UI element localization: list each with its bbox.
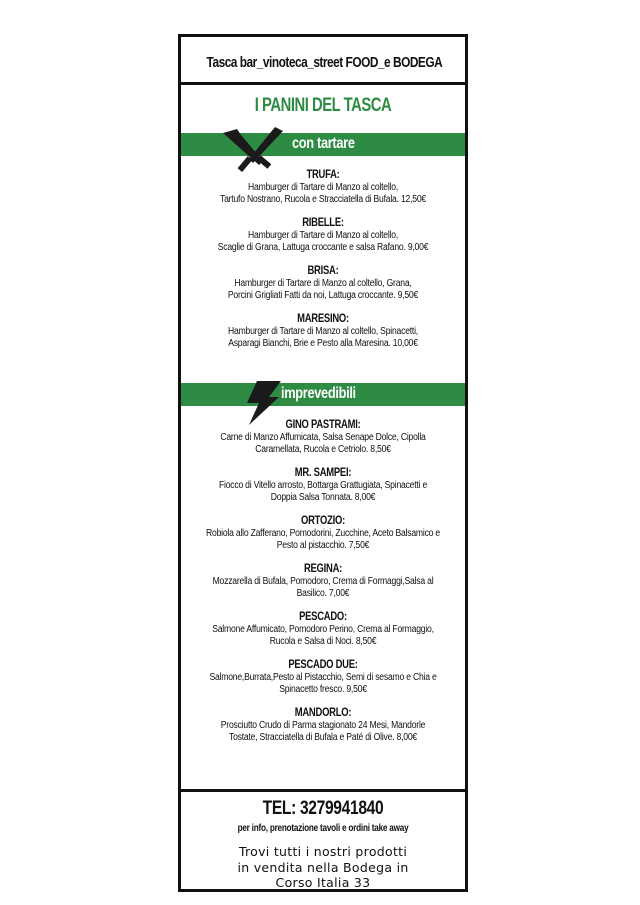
item-name: PESCADO:: [299, 611, 347, 623]
item-name: MARESINO:: [297, 313, 349, 325]
item-desc-line: Scaglie di Grana, Lattuga croccante e salsa Rafano. 9,00€: [217, 242, 429, 253]
menu-item: [181, 217, 465, 254]
item-name: PESCADO DUE:: [288, 659, 358, 671]
item-desc-line: Pesto al pistacchio. 7,50€: [276, 540, 370, 551]
menu-item: [181, 313, 465, 350]
item-name: RIBELLE:: [302, 217, 344, 229]
item-name: ORTOZIO:: [301, 515, 345, 527]
item-desc-line: Salmone Affumicato, Pomodoro Perino, Crema al Formaggio,: [212, 624, 434, 635]
item-desc-line: Porcini Grigliati Fatti da noi, Lattuga croccante. 9,50€: [227, 290, 419, 301]
item-name: BRISA:: [307, 265, 339, 277]
item-desc-line: Basilico. 7,00€: [296, 588, 350, 599]
item-desc-line: Asparagi Bianchi, Brie e Pesto alla Maresina. 10,00€: [228, 338, 418, 349]
items-tartare: [181, 169, 465, 350]
item-desc-line: Prosciutto Crudo di Parma stagionato 24 Mesi, Mandorle: [220, 720, 426, 731]
item-desc-line: Mozzarella di Bufala, Pomodoro, Crema di Formaggi,Salsa al: [212, 576, 434, 587]
bodega-note: [181, 844, 465, 891]
item-desc-line: Hamburger di Tartare di Manzo al coltello, Grana,: [234, 278, 412, 289]
menu-item: [181, 659, 465, 696]
bodega-line: in vendita nella Bodega in: [237, 859, 409, 875]
bodega-line: Trovi tutti i nostri prodotti: [238, 844, 408, 859]
item-name: REGINA:: [303, 563, 343, 575]
item-name: GINO PASTRAMI:: [285, 419, 361, 431]
section-band-imprevedibili: [181, 383, 465, 406]
menu-item: [181, 611, 465, 648]
item-desc-line: Doppia Salsa Tonnata. 8,00€: [270, 492, 376, 503]
item-name: TRUFA:: [306, 169, 340, 181]
crossed-knives-icon: [219, 127, 287, 175]
item-desc-line: Spinacetto fresco. 9,50€: [279, 684, 367, 695]
item-desc-line: Hamburger di Tartare di Manzo al coltello, Spinacetti,: [228, 326, 418, 337]
menu-item: [181, 707, 465, 744]
item-desc-line: Hamburger di Tartare di Manzo al coltello,: [248, 182, 398, 193]
item-desc-line: Fiocco di Vitello arrosto, Bottarga Grattugiata, Spinacetti e: [218, 480, 428, 491]
items-imprevedibili: [181, 419, 465, 744]
bodega-line: Corso Italia 33: [275, 875, 371, 890]
menu-title: I PANINI DEL TASCA: [254, 95, 392, 116]
footer-divider: [181, 789, 465, 792]
menu-item: [181, 467, 465, 504]
menu-item: [181, 419, 465, 456]
menu-item: [181, 515, 465, 552]
item-desc-line: Tostate, Stracciatella di Bufala e Paté di Olive. 8,00€: [228, 732, 417, 743]
item-desc-line: Hamburger di Tartare di Manzo al coltello,: [248, 230, 398, 241]
phone-number: TEL: 3279941840: [262, 798, 384, 819]
item-desc-line: Carne di Manzo Affumicata, Salsa Senape Dolce, Cipolla: [220, 432, 426, 443]
item-name: MR. SAMPEI:: [294, 467, 352, 479]
venue-title: Tasca bar_vinoteca_street FOOD_e BODEGA: [206, 55, 443, 71]
item-desc-line: Salmone,Burrata,Pesto al Pistacchio, Semi di sesamo e Chia e: [209, 672, 437, 683]
item-desc-line: Rucola e Salsa di Noci. 8,50€: [269, 636, 377, 647]
menu-card: [178, 34, 468, 892]
contact-info: per info, prenotazione tavoli e ordini take away: [237, 822, 409, 834]
item-desc-line: Caramellata, Rucola e Cetriolo. 8,50€: [255, 444, 391, 455]
section-label-imprevedibili: imprevedibili: [281, 385, 356, 402]
menu-item: [181, 169, 465, 206]
section-label-tartare: con tartare: [292, 135, 355, 152]
item-desc-line: Tartufo Nostrano, Rucola e Stracciatella di Bufala. 12,50€: [219, 194, 426, 205]
item-desc-line: Robiola allo Zafferano, Pomodorini, Zucchine, Aceto Balsamico e: [206, 528, 440, 539]
item-name: MANDORLO:: [294, 707, 352, 719]
menu-item: [181, 563, 465, 600]
header-divider: [181, 82, 465, 85]
menu-item: [181, 265, 465, 302]
